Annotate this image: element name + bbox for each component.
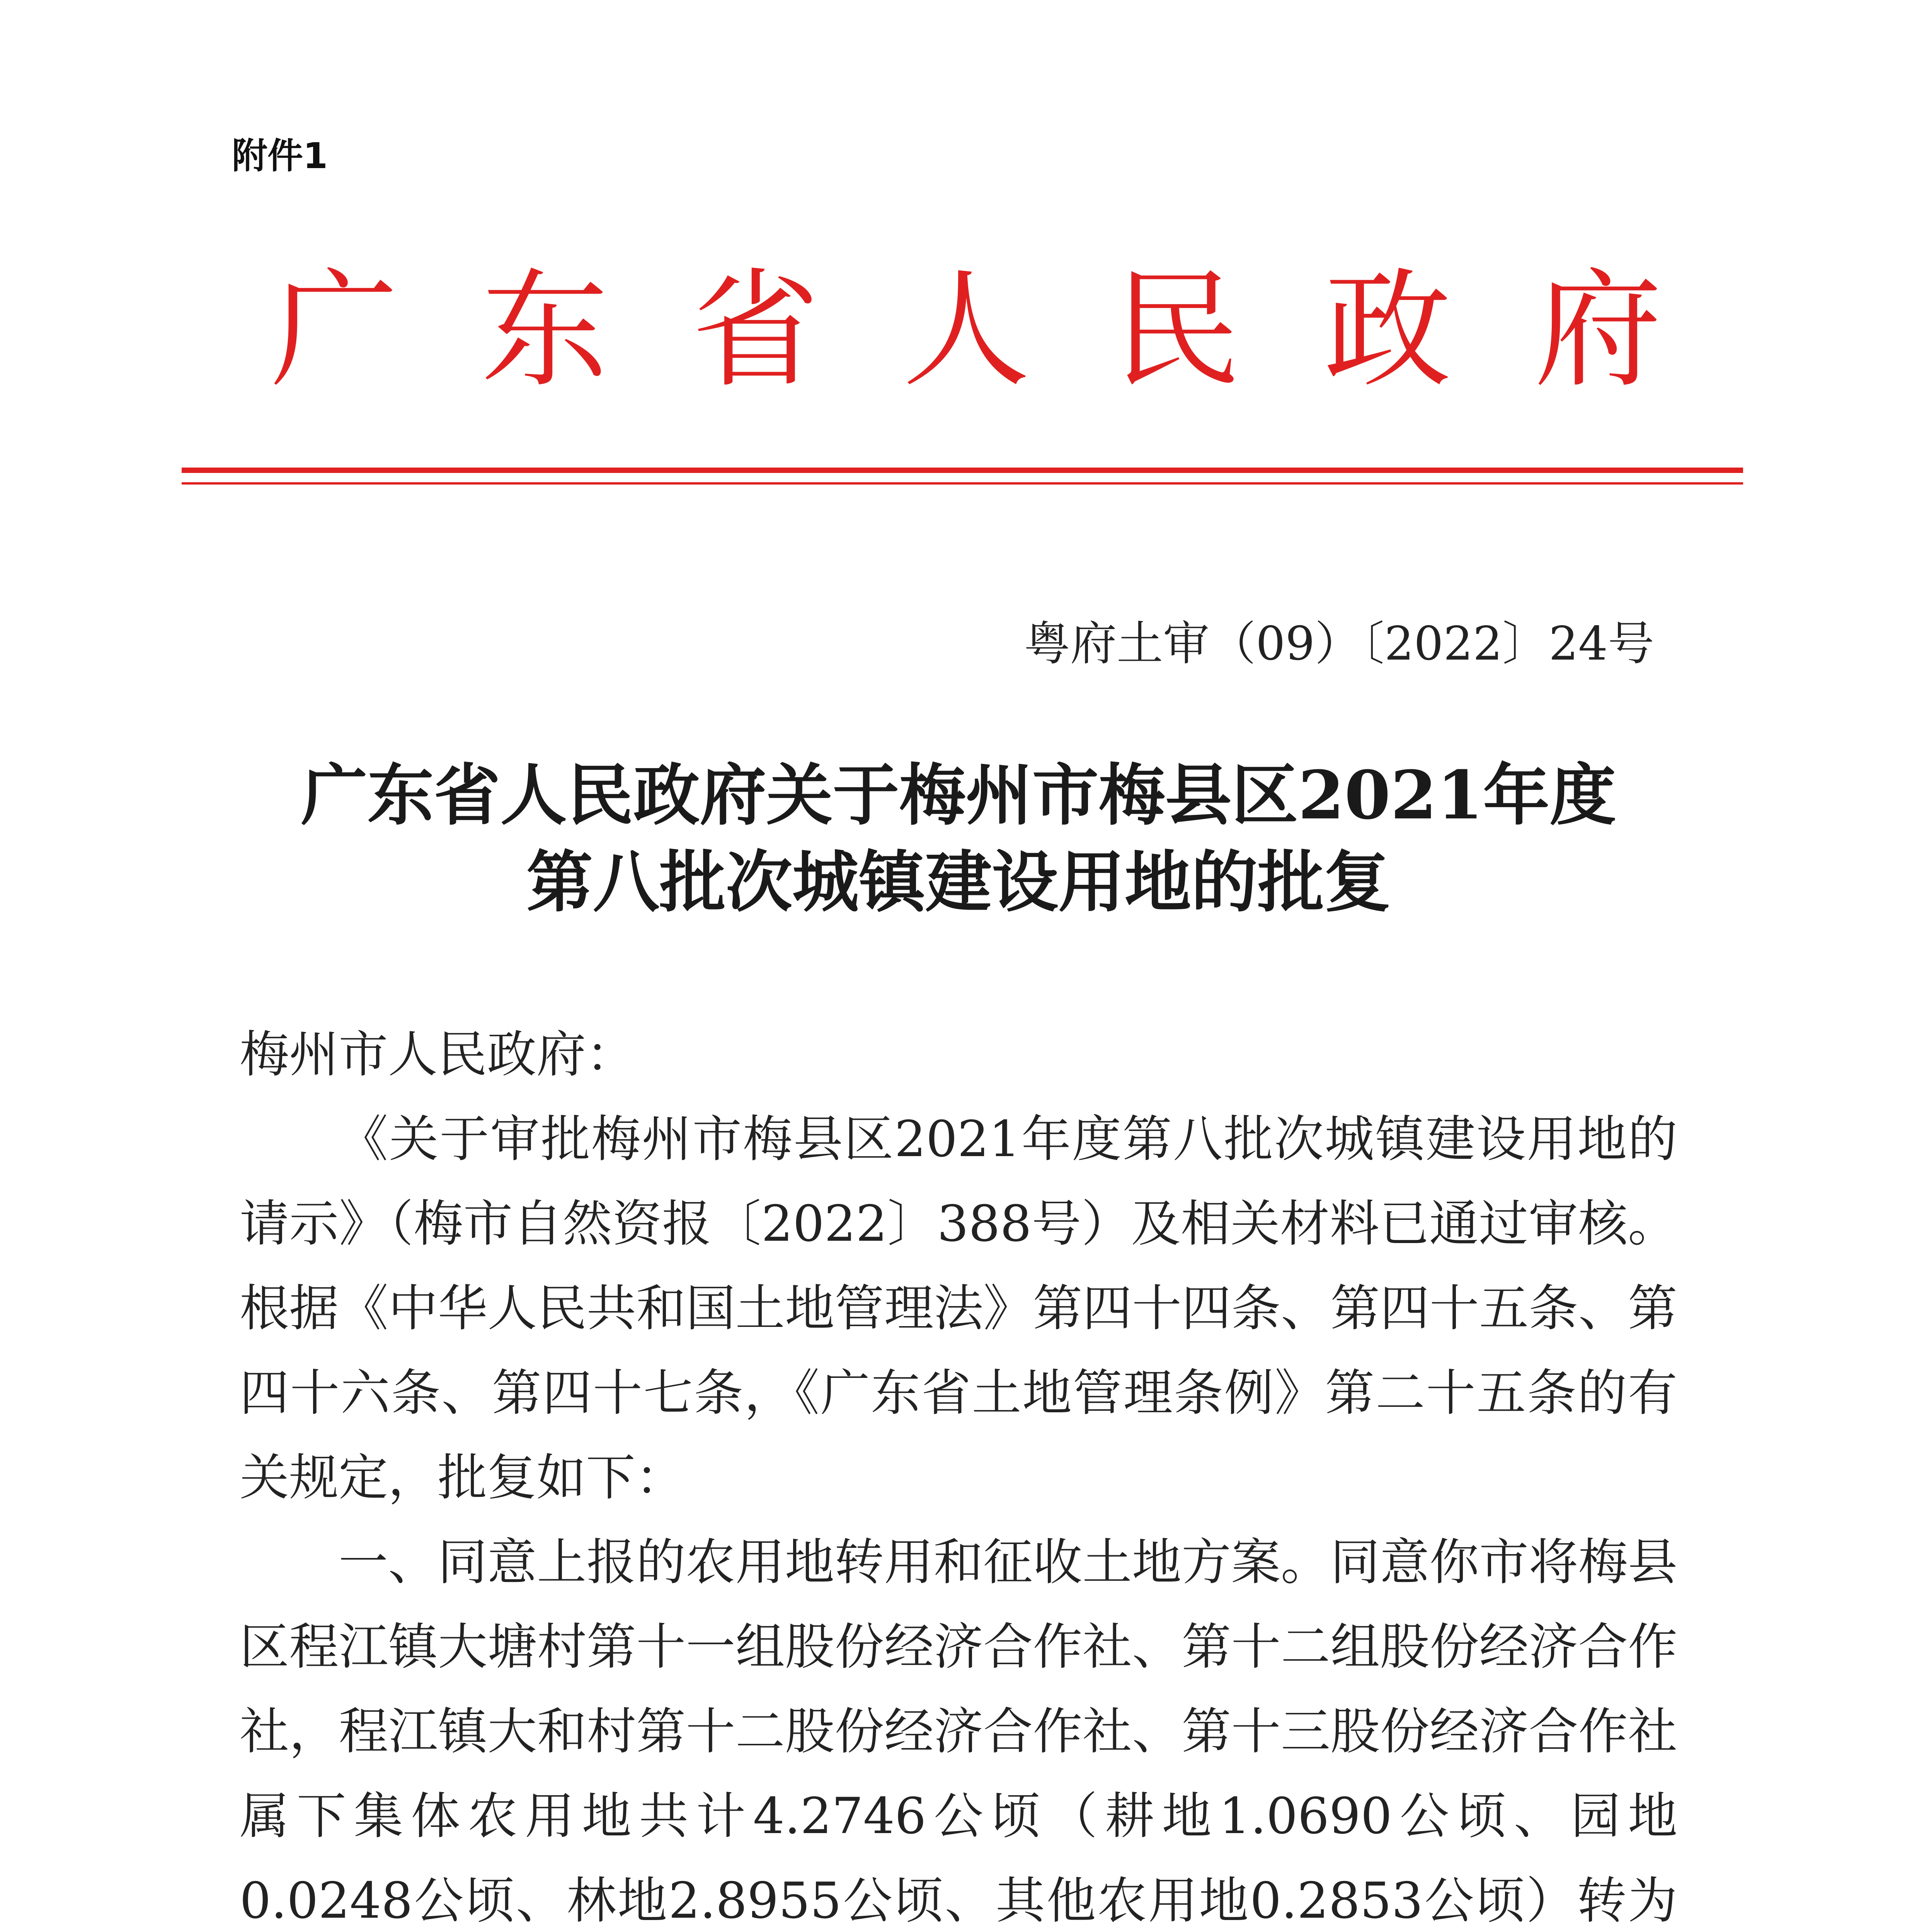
paragraph-1: 《关于审批梅州市梅县区2021年度第八批次城镇建设用地的请示》（梅市自然资报〔2022〕388号）及相关材料已通过审核。根据《中华人民共和国土地管理法》第四十四条、第四十五条、第四十六条、第四十七条，《广东省土地管理条例》第二十五条的有关规定，批复如下： <box>240 1111 1677 1507</box>
document-title-line-2: 第八批次城镇建设用地的批复 <box>526 843 1391 921</box>
masthead-title: 广东省人民政府 <box>271 256 1745 405</box>
paragraph-2: 一、同意上报的农用地转用和征收土地方案。同意你市将梅县区程江镇大塘村第十一组股份经济合作社、第十二组股份经济合作社，程江镇大和村第十二股份经济合作社、第十三股份经济合作社属下集体农用地共计4.2746公顷（耕地1.0690公顷、园地0.0248公顷、林地2.8955公顷、其他农用地0.2853公顷）转为 <box>240 1534 1678 1930</box>
salutation: 梅州市人民政府： <box>240 1026 636 1083</box>
masthead-rule-thick <box>182 468 1743 473</box>
attachment-label: 附件1 <box>232 135 328 177</box>
document-title-line-1: 广东省人民政府关于梅州市梅县区2021年度 <box>301 756 1616 834</box>
masthead-rule-thin <box>182 482 1743 485</box>
document-body <box>240 1012 1677 1932</box>
document-number: 粤府土审（09）〔2022〕24号 <box>1024 617 1654 671</box>
